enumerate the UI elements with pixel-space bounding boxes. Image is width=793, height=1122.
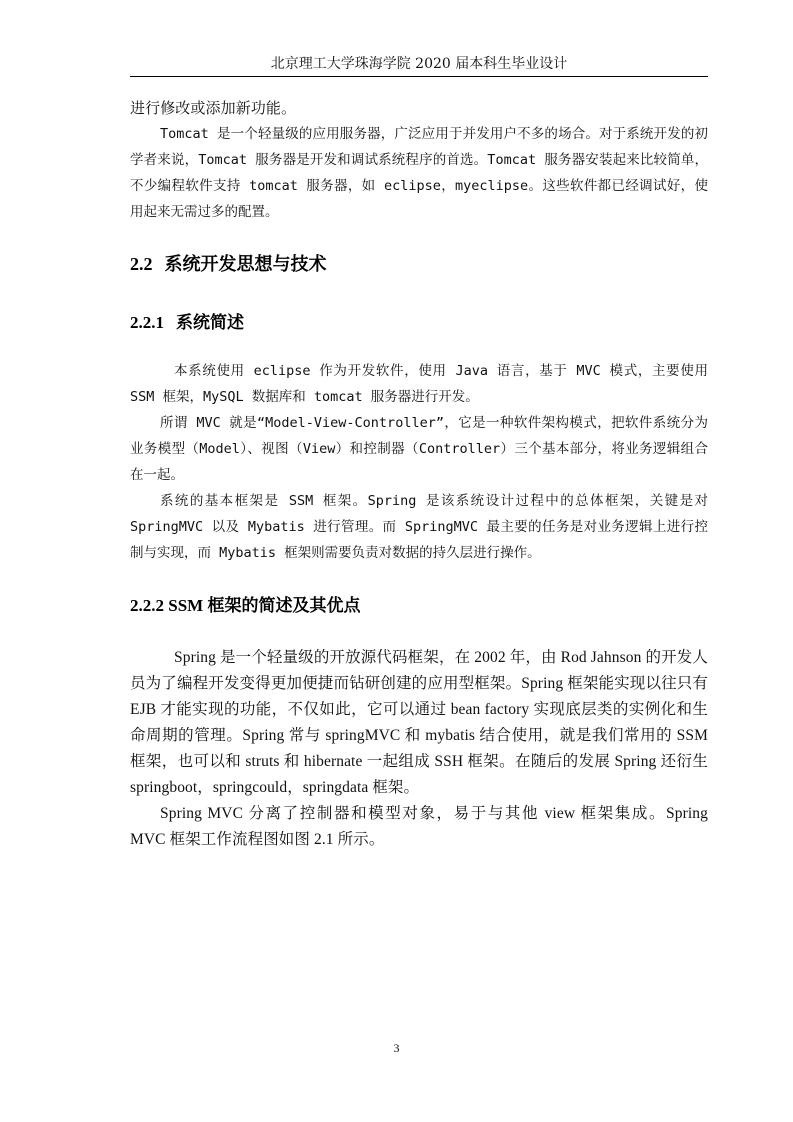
- paragraph-continuation: 进行修改或添加新功能。: [130, 99, 297, 117]
- subsection-heading-2-2-2: [130, 595, 708, 617]
- subsection-heading-2-2-1: [130, 312, 708, 334]
- paragraph-system-overview: 本系统使用 eclipse 作为开发软件，使用 Java 语言，基于 MVC 模式，主要使用 SSM 框架，MySQL 数据库和 tomcat 服务器进行开发。: [130, 363, 708, 405]
- paragraph-spring-mvc: Spring MVC 分离了控制器和模型对象，易于与其他 view 框架集成。Spring MVC 框架工作流程图如图 2.1 所示。: [130, 805, 708, 848]
- paragraph-tomcat: Tomcat 是一个轻量级的应用服务器，广泛应用于并发用户不多的场合。对于系统开发的初学者来说，Tomcat 服务器是开发和调试系统程序的首选。Tomcat 服务器安装起来比较简单，不少编程软件支持 tomcat 服务器，如 eclipse，myeclipse。这些软件都已经调试好，使用起来无需过多的配置。: [130, 126, 708, 220]
- header-rule: [130, 76, 708, 77]
- section-heading-2-2: [130, 253, 708, 275]
- paragraph-ssm-basic: 系统的基本框架是 SSM 框架。Spring 是该系统设计过程中的总体框架，关键是对 SpringMVC 以及 Mybatis 进行管理。而 SpringMVC 最主要的任务是对业务逻辑上进行控制与实现，而 Mybatis 框架则需要负责对数据的持久层进行操作。: [130, 493, 708, 561]
- page-header: 北京理工大学珠海学院 2020 届本科生毕业设计: [270, 56, 568, 72]
- page-number: 3: [393, 1041, 400, 1055]
- paragraph-spring: Spring 是一个轻量级的开放源代码框架，在 2002 年，由 Rod Jahnson 的开发人员为了编程开发变得更加便捷而钻研创建的应用型框架。Spring 框架能实现以往只有 EJB 才能实现的功能，不仅如此，它可以通过 bean factory 实现底层类的实例化和生命周期的管理。Spring 常与 springMVC 和 mybatis 结合使用，就是我们常用的 SSM 框架，也可以和 struts 和 hibernate 一起组成 SSH 框架。在随后的发展 Spring 还衍生 springboot，springcould，springdata 框架。: [130, 649, 708, 796]
- subsection-title: 系统简述: [176, 313, 244, 332]
- subsection-number: 2.2.1: [130, 313, 164, 332]
- subsection-number: 2.2.2: [130, 596, 164, 615]
- section-number: 2.2: [130, 254, 153, 274]
- subsection-title: SSM 框架的简述及其优点: [168, 596, 361, 615]
- section-title: 系统开发思想与技术: [164, 254, 327, 274]
- paragraph-mvc: 所谓 MVC 就是“Model-View-Controller”，它是一种软件架构模式，把软件系统分为业务模型（Model）、视图（View）和控制器（Controller）三个基本部分，将业务逻辑组合在一起。: [130, 415, 708, 483]
